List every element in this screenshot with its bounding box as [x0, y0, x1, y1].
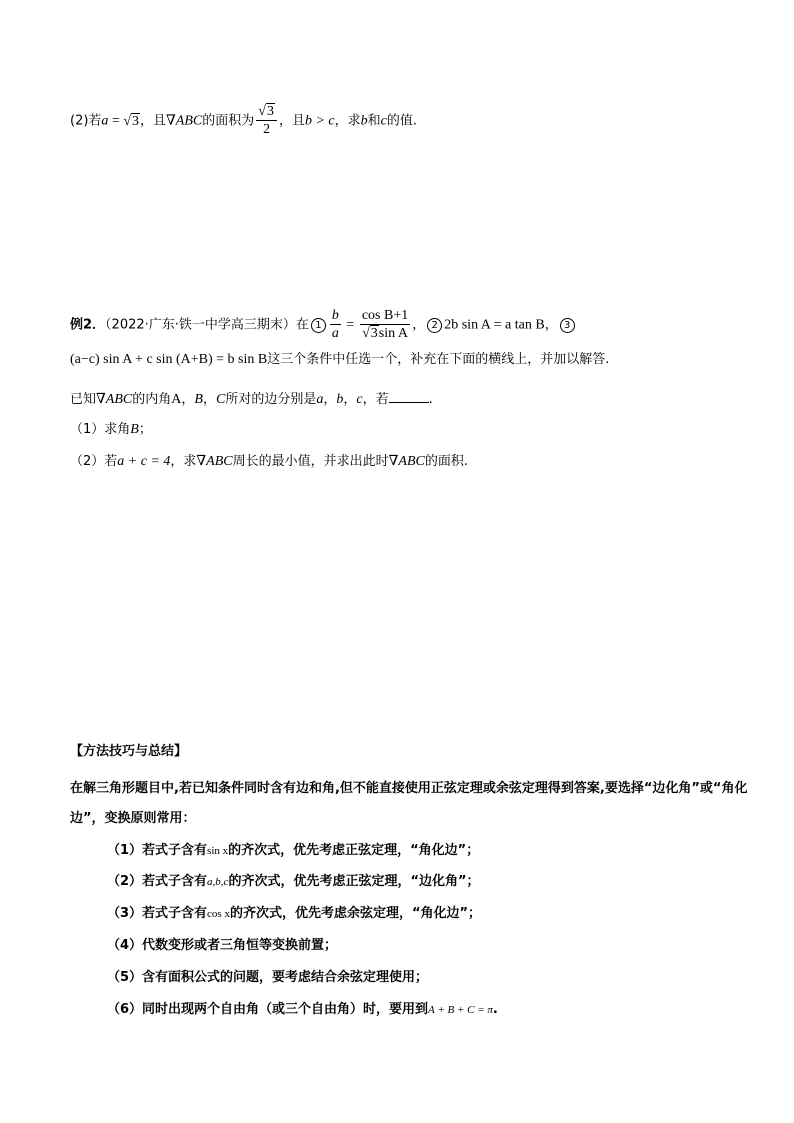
item3-math: cos x — [207, 908, 230, 920]
line3-c: 所对的边分别是 — [225, 392, 317, 407]
example2-line3 — [70, 388, 433, 410]
item6-prefix: （6）同时出现两个自由角（或三个自由角）时，要用到 — [107, 1002, 429, 1017]
triangle-abc: ∇ABC — [166, 113, 203, 129]
frac-den-radicand: 3 — [370, 326, 378, 341]
item6-math: A + B + C = π — [428, 1004, 493, 1016]
part2-prefix: (2)若 — [70, 113, 102, 129]
part2-line — [70, 104, 417, 138]
q2-cond: a + c = 4 — [117, 454, 171, 469]
side-a: a — [316, 392, 324, 407]
q2-triangle-2: ∇ABC — [388, 454, 425, 469]
q1-end: ； — [138, 422, 152, 437]
item1-prefix: （1）若式子含有 — [107, 843, 208, 858]
sqrt-radicand: 3 — [132, 113, 140, 129]
item5-prefix: （5）含有面积公式的问题，要考虑结合余弦定理使用； — [107, 970, 429, 985]
q2-mid2: 周长的最小值，并求出此时 — [232, 454, 389, 469]
equals-sign: = — [342, 317, 358, 333]
sep1: ， — [412, 317, 426, 333]
part2-mid3: ，且 — [278, 113, 305, 129]
fraction-b-over-a — [330, 308, 341, 342]
line3-end: . — [428, 392, 433, 407]
line3-b: 的内角 — [132, 392, 172, 407]
example2-line1 — [70, 308, 577, 342]
method-item-6 — [107, 1000, 498, 1020]
method-title: 【方法技巧与总结】 — [70, 744, 188, 759]
question-1 — [70, 420, 152, 440]
line3-a: 已知 — [70, 392, 97, 407]
example2-line2 — [70, 350, 609, 370]
var-b: b — [360, 113, 368, 129]
question-2 — [70, 452, 468, 472]
part2-mid5: 和 — [367, 113, 381, 129]
q1-var: B — [130, 422, 139, 437]
area-fraction: $\frac{√3}{2}$ — [256, 104, 277, 138]
method-item-5 — [107, 968, 428, 988]
item4-prefix: （4）代数变形或者三角恒等变换前置； — [107, 938, 338, 953]
example2-source: （2022·广东·铁一中学高三期末）在 — [105, 317, 309, 333]
q2-mid1: ，求 — [170, 454, 197, 469]
condition-3: (a−c) sin A + c sin (A+B) = b sin B — [70, 352, 268, 367]
sep2: ， — [544, 317, 558, 333]
var-c: c — [380, 113, 387, 129]
line3-triangle: ∇ABC — [96, 392, 133, 407]
frac-b: b — [331, 308, 339, 323]
item1-math: sin x — [207, 845, 229, 857]
method-item-1 — [107, 841, 479, 861]
line3-d: ，若 — [362, 392, 389, 407]
comma-2: ， — [202, 392, 216, 407]
item1-suffix: 的齐次式，优先考虑正弦定理，“角化边”； — [228, 843, 480, 858]
part2-mid2: 的面积为 — [202, 113, 255, 129]
q2-triangle: ∇ABC — [196, 454, 233, 469]
circled-number-2: 2 — [427, 318, 442, 333]
comma-4: ， — [343, 392, 357, 407]
circled-number-3: 3 — [560, 318, 575, 333]
side-c: c — [356, 392, 363, 407]
q1-prefix: （1）求角 — [70, 422, 131, 437]
answer-blank[interactable] — [389, 388, 429, 403]
fraction-cosB: $\frac{\text{cos B+1}}{\text{√3sin A}}$ — [361, 308, 409, 341]
method-item-3 — [107, 904, 481, 924]
item2-math: a,b,c — [207, 876, 229, 888]
part2-cond-lhs: a — [101, 113, 109, 129]
part2-suffix: 的值. — [386, 113, 418, 129]
part2-inequality: b > c — [304, 113, 335, 129]
comma-1: ， — [181, 392, 195, 407]
part2-mid1: ，且 — [140, 113, 167, 129]
sqrt-symbol: √3 — [123, 113, 140, 129]
circled-number-1: 1 — [311, 318, 326, 333]
part2-mid4: ，求 — [334, 113, 361, 129]
item6-suffix: . — [492, 1002, 498, 1017]
method-item-2 — [107, 872, 480, 892]
frac-num-radicand: 3 — [266, 104, 274, 119]
q2-prefix: （2）若 — [70, 454, 118, 469]
example2-label: 例2． — [70, 317, 106, 333]
line2-text: 这三个条件中任选一个，补充在下面的横线上，并加以解答. — [267, 352, 610, 367]
item2-suffix: 的齐次式，优先考虑正弦定理，“边化角”； — [228, 874, 480, 889]
frac-cos-num: cos B+1 — [361, 308, 409, 323]
q2-end: 的面积. — [424, 454, 468, 469]
item3-suffix: 的齐次式，优先考虑余弦定理，“角化边”； — [229, 906, 482, 921]
angle-C: C — [215, 392, 226, 407]
frac-den-rest: sin A — [378, 326, 408, 341]
method-item-4 — [107, 936, 337, 956]
frac-a: a — [331, 326, 339, 341]
item3-prefix: （3）若式子含有 — [107, 906, 208, 921]
condition-2: 2b sin A = a tan B — [444, 317, 545, 333]
angle-A: A — [171, 392, 182, 407]
angle-B: B — [194, 392, 203, 407]
comma-3: ， — [323, 392, 337, 407]
item2-prefix: （2）若式子含有 — [107, 874, 208, 889]
part2-cond-eq: = — [108, 113, 124, 129]
side-b: b — [336, 392, 344, 407]
method-intro: 在解三角形题目中,若已知条件同时含有边和角,但不能直接使用正弦定理或余弦定理得到答案,要选择“边化角”或“角化边”，变换原则常用： — [70, 781, 748, 826]
frac-denominator: 2 — [263, 122, 271, 137]
